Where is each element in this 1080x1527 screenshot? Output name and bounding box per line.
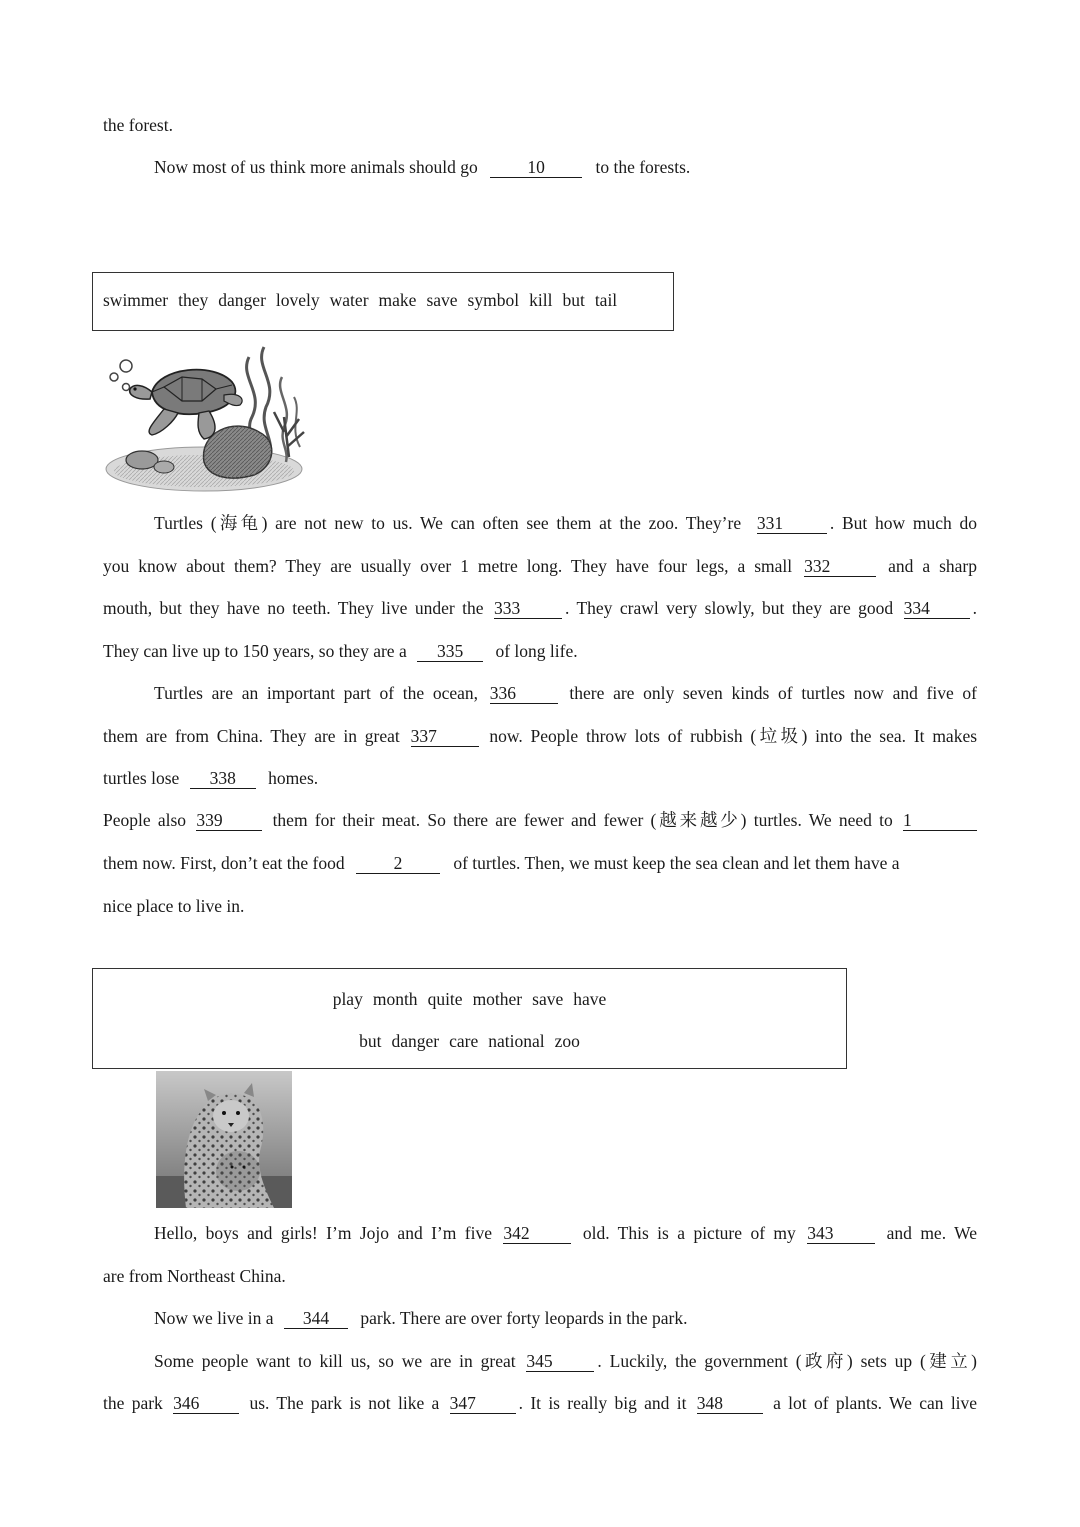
answer-blank[interactable]: 336 (490, 683, 558, 704)
sentence-text: Hello, boys and girls! I’m Jojo and I’m five (154, 1223, 492, 1243)
text-line (103, 1264, 286, 1288)
word-bank-word: quite (427, 989, 463, 1009)
word-bank-word: save (426, 290, 458, 310)
text-line (154, 1349, 977, 1373)
sentence-text: park. There are over forty leopards in the park. (360, 1308, 688, 1328)
word-bank-word: national (488, 1031, 545, 1051)
text-line (103, 1391, 977, 1415)
sentence-text: are from Northeast China. (103, 1266, 286, 1286)
sentence-text: Turtles are an important part of the ocean, (154, 683, 479, 703)
sentence-text: the forest. (103, 115, 173, 135)
sentence-text: They can live up to 150 years, so they are a (103, 641, 407, 661)
sentence-text: . They crawl very slowly, but they are good (564, 598, 894, 618)
sentence-text: them for their meat. So there are fewer and fewer (越来越少) turtles. We need to (272, 810, 893, 830)
word-bank-word: they (178, 290, 209, 310)
sentence-text: Now most of us think more animals should go (154, 157, 478, 177)
word-bank-word: zoo (554, 1031, 580, 1051)
answer-blank[interactable]: 2 (356, 853, 440, 874)
sentence-text: homes. (268, 768, 319, 788)
sentence-text: Turtles (海龟) are not new to us. We can often see them at the zoo. They’re (154, 513, 742, 533)
sentence-text: them now. First, don’t eat the food (103, 853, 345, 873)
text-line (103, 113, 173, 137)
sentence-text: now. People throw lots of rubbish (垃圾) into the sea. It makes (489, 726, 978, 746)
answer-blank[interactable]: 331 (757, 513, 827, 534)
word-bank-row (93, 1029, 846, 1053)
answer-blank[interactable]: 334 (904, 598, 970, 619)
word-bank-word: lovely (275, 290, 320, 310)
answer-blank[interactable]: 1 (903, 810, 977, 831)
text-line (103, 639, 578, 663)
word-bank-word: kill (529, 290, 553, 310)
text-line (103, 596, 977, 620)
answer-blank[interactable]: 343 (807, 1223, 875, 1244)
sentence-text: them are from China. They are in great (103, 726, 400, 746)
answer-blank[interactable]: 345 (526, 1351, 594, 1372)
answer-blank[interactable]: 346 (173, 1393, 239, 1414)
answer-blank[interactable]: 332 (804, 556, 876, 577)
sentence-text: us. The park is not like a (249, 1393, 440, 1413)
text-line (103, 851, 900, 875)
sentence-text: the park (103, 1393, 163, 1413)
leopard-photo (156, 1071, 292, 1208)
word-bank-word: but (562, 290, 585, 310)
answer-blank[interactable]: 339 (196, 810, 262, 831)
answer-blank[interactable]: 348 (697, 1393, 763, 1414)
sentence-text: mouth, but they have no teeth. They live under the (103, 598, 484, 618)
word-bank-word: have (573, 989, 607, 1009)
sentence-text: of long life. (495, 641, 578, 661)
sentence-text: turtles lose (103, 768, 180, 788)
answer-blank[interactable]: 338 (190, 768, 256, 789)
word-bank-word: save (532, 989, 564, 1009)
answer-blank[interactable]: 10 (490, 157, 582, 178)
answer-blank[interactable]: 342 (503, 1223, 571, 1244)
sentence-text: nice place to live in. (103, 896, 245, 916)
sentence-text: People also (103, 810, 187, 830)
sentence-text: . But how much do (829, 513, 977, 533)
word-bank-word: tail (594, 290, 618, 310)
sentence-text: Now we live in a (154, 1308, 274, 1328)
sentence-text: old. This is a picture of my (582, 1223, 796, 1243)
text-line (103, 554, 977, 578)
answer-blank[interactable]: 337 (411, 726, 479, 747)
word-bank-word: symbol (467, 290, 520, 310)
sentence-text: . Luckily, the government (政府) sets up (建立) (597, 1351, 977, 1371)
word-bank-word: swimmer (103, 290, 169, 310)
sentence-text: and me. We (886, 1223, 978, 1243)
answer-blank[interactable]: 333 (494, 598, 562, 619)
word-bank-word: water (329, 290, 369, 310)
text-line (103, 808, 977, 832)
sentence-text: and a sharp (888, 556, 978, 576)
word-bank-row (93, 987, 846, 1011)
answer-blank[interactable]: 347 (450, 1393, 516, 1414)
answer-blank[interactable]: 335 (417, 641, 483, 662)
word-bank-word: make (378, 290, 417, 310)
word-bank-box (92, 968, 847, 1069)
word-bank-word: month (372, 989, 418, 1009)
text-line (103, 766, 318, 790)
word-bank-word: danger (391, 1031, 440, 1051)
sentence-text: Some people want to kill us, so we are in great (154, 1351, 516, 1371)
answer-blank[interactable]: 344 (284, 1308, 348, 1329)
text-line (154, 681, 977, 705)
sentence-text: there are only seven kinds of turtles now and five of (569, 683, 977, 703)
text-line (154, 1221, 977, 1245)
word-bank-list (103, 290, 617, 310)
sentence-text: . (972, 598, 977, 618)
sentence-text: of turtles. Then, we must keep the sea clean and let them have a (453, 853, 900, 873)
turtle-illustration (104, 337, 314, 495)
text-line (154, 155, 690, 179)
sentence-text: you know about them? They are usually over 1 metre long. They have four legs, a small (103, 556, 793, 576)
word-bank-word: care (449, 1031, 479, 1051)
sentence-text: to the forests. (595, 157, 691, 177)
word-bank-word: play (332, 989, 363, 1009)
word-bank-word: but (359, 1031, 382, 1051)
text-line (154, 1306, 688, 1330)
sentence-text: a lot of plants. We can live (773, 1393, 978, 1413)
word-bank-word: mother (472, 989, 523, 1009)
word-bank-word: danger (218, 290, 266, 310)
text-line (103, 724, 977, 748)
text-line (154, 511, 977, 535)
sentence-text: . It is really big and it (518, 1393, 687, 1413)
text-line (103, 894, 244, 918)
word-bank-box (92, 272, 674, 331)
